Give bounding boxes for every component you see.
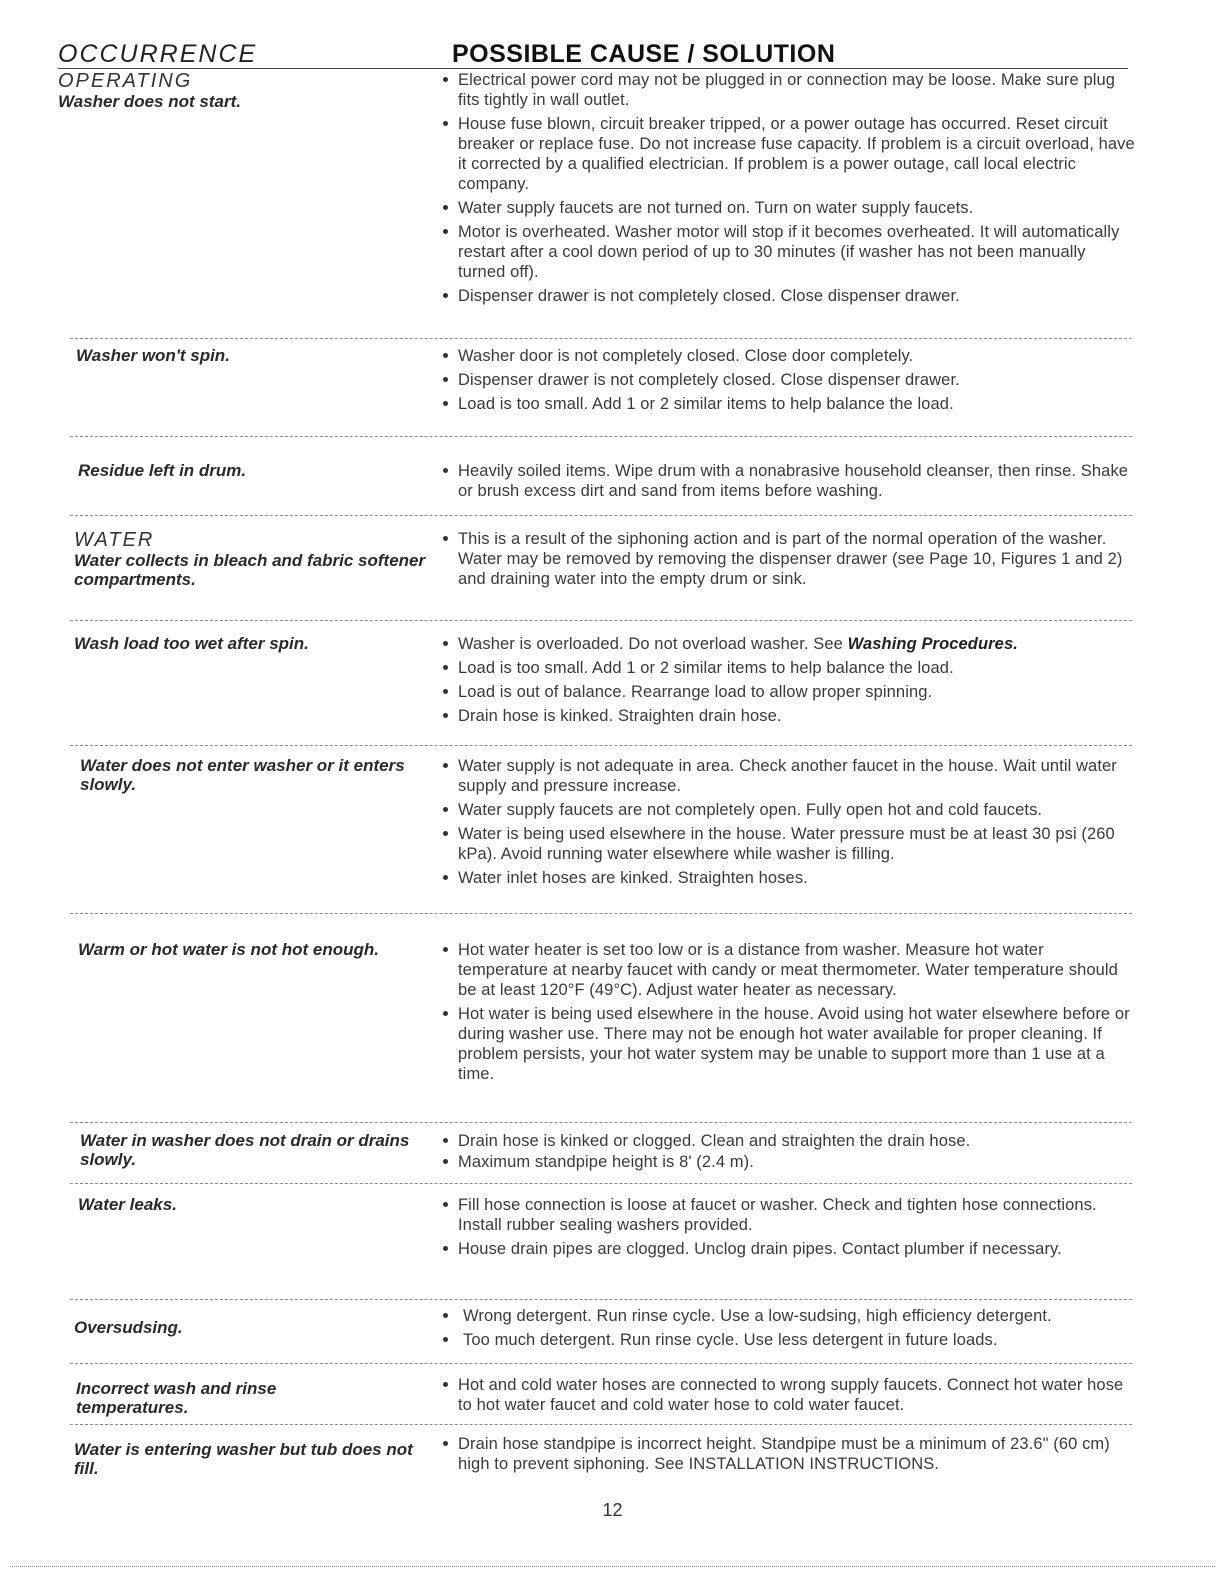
washing-procedures-reference: Washing Procedures.: [847, 635, 1018, 653]
cause-list: [443, 1434, 1136, 1478]
list-item: Load is too small. Add 1 or 2 similar items to help balance the load.: [443, 658, 1136, 678]
occurrence-text: Warm or hot water is not hot enough.: [78, 940, 379, 959]
occurrence-cell: [58, 1195, 443, 1214]
header-rule: [58, 68, 1128, 69]
section-heading-water: WATER: [74, 529, 155, 551]
cause-list: [443, 1306, 1136, 1354]
row-divider: [70, 1424, 1132, 1425]
occurrence-cell: [58, 70, 423, 111]
occurrence-text: Residue left in drum.: [78, 461, 247, 480]
list-item: Fill hose connection is loose at faucet or washer. Check and tighten hose connections. Install rubber sealing washers provided.: [443, 1195, 1136, 1235]
occurrence-text: Wash load too wet after spin.: [74, 634, 309, 653]
row-divider: [70, 1122, 1132, 1123]
list-item: Electrical power cord may not be plugged in or connection may be loose. Make sure plug fits tightly in wall outlet.: [443, 70, 1136, 110]
list-item: Washer is overloaded. Do not overload washer. See Washing Procedures.: [443, 634, 1136, 654]
bullet-icon: [443, 665, 448, 670]
list-item: Dispenser drawer is not completely closed. Close dispenser drawer.: [443, 286, 1136, 306]
bullet-icon: [443, 121, 448, 126]
row-divider: [70, 1183, 1132, 1184]
cause-list: [443, 756, 1136, 892]
occurrence-text: Incorrect wash and rinse temperatures.: [76, 1379, 277, 1417]
row-divider: [70, 745, 1132, 746]
list-item: Maximum standpipe height is 8' (2.4 m).: [443, 1152, 1136, 1172]
bullet-icon: [443, 377, 448, 382]
bullet-icon: [443, 875, 448, 880]
occurrence-cell: [58, 634, 439, 653]
bullet-icon: [443, 689, 448, 694]
bullet-icon: [443, 641, 448, 646]
cause-list: [443, 1131, 1136, 1176]
list-item: This is a result of the siphoning action and is part of the normal operation of the washer. Water may be removed by removing the dispenser drawer (see Page 10, Figures 1 and 2) and draining water into the empty drum or sink.: [443, 529, 1136, 589]
bullet-icon: [443, 536, 448, 541]
bullet-icon: [443, 229, 448, 234]
occurrence-cell: [58, 756, 445, 794]
occurrence-header: OCCURRENCE: [58, 40, 258, 68]
cause-list: [443, 1375, 1136, 1419]
bullet-icon: [443, 1202, 448, 1207]
occurrence-cell: [58, 940, 448, 959]
occurrence-text: Washer does not start.: [58, 92, 241, 111]
cause-list: [443, 1195, 1136, 1263]
bullet-icon: [443, 353, 448, 358]
bullet-icon: [443, 293, 448, 298]
occurrence-cell: [58, 1379, 441, 1417]
list-item: Drain hose is kinked. Straighten drain hose.: [443, 706, 1136, 726]
bullet-icon: [443, 468, 448, 473]
row-divider: [70, 1363, 1132, 1364]
cause-list: [443, 70, 1136, 310]
bullet-icon: [443, 1313, 448, 1318]
occurrence-cell: [58, 461, 443, 480]
bullet-icon: [443, 763, 448, 768]
list-item: Drain hose is kinked or clogged. Clean and straighten the drain hose.: [443, 1131, 1136, 1151]
list-item: Water supply faucets are not turned on. Turn on water supply faucets.: [443, 198, 1136, 218]
cause-solution-header: POSSIBLE CAUSE / SOLUTION: [452, 40, 836, 68]
bullet-icon: [443, 1138, 448, 1143]
occurrence-text: Water collects in bleach and fabric softener compartments.: [74, 551, 426, 589]
bullet-icon: [443, 1159, 448, 1164]
cause-list: [443, 346, 1136, 418]
row-divider: [70, 436, 1132, 437]
bullet-icon: [443, 77, 448, 82]
list-item: Dispenser drawer is not completely closed. Close dispenser drawer.: [443, 370, 1136, 390]
row-divider: [70, 620, 1132, 621]
bullet-icon: [443, 1382, 448, 1387]
list-item: Wrong detergent. Run rinse cycle. Use a low-sudsing, high efficiency detergent.: [443, 1306, 1136, 1326]
cause-list: [443, 529, 1136, 593]
cause-list: [443, 940, 1136, 1088]
list-item: Motor is overheated. Washer motor will stop if it becomes overheated. It will automatically restart after a cool down period of up to 30 minutes (if washer has not been manually turned off).: [443, 222, 1136, 282]
bottom-rule: [10, 1566, 1215, 1567]
list-item: Load is too small. Add 1 or 2 similar items to help balance the load.: [443, 394, 1136, 414]
list-item: Hot water heater is set too low or is a distance from washer. Measure hot water temperature at nearby faucet with candy or meat thermometer. Water temperature should be at least 120°F (49°C). Adjust water heater as necessary.: [443, 940, 1136, 1000]
bullet-icon: [443, 401, 448, 406]
list-item: Drain hose standpipe is incorrect height. Standpipe must be a minimum of 23.6" (60 cm) high to prevent siphoning. See INSTALLATION INSTRUCTIONS.: [443, 1434, 1136, 1474]
bullet-icon: [443, 713, 448, 718]
bullet-icon: [443, 1337, 448, 1342]
bullet-icon: [443, 947, 448, 952]
occurrence-cell: [58, 346, 441, 365]
row-divider: [70, 515, 1132, 516]
bullet-icon: [443, 831, 448, 836]
list-item: Too much detergent. Run rinse cycle. Use less detergent in future loads.: [443, 1330, 1136, 1350]
occurrence-cell: [58, 1318, 439, 1337]
page-number: 12: [602, 1500, 623, 1520]
cause-list: [443, 461, 1136, 505]
list-item: Water supply is not adequate in area. Check another faucet in the house. Wait until water supply and pressure increase.: [443, 756, 1136, 796]
occurrence-text: Water is entering washer but tub does not fill.: [74, 1440, 413, 1478]
cause-list: [443, 634, 1136, 730]
list-item: Water supply faucets are not completely open. Fully open hot and cold faucets.: [443, 800, 1136, 820]
list-item: House fuse blown, circuit breaker tripped, or a power outage has occurred. Reset circuit breaker or replace fuse. Do not increase fuse capacity. If problem is a circuit overload, have it corrected by a qualified electrician. If problem is a power outage, call local electric company.: [443, 114, 1136, 194]
row-divider: [70, 338, 1132, 339]
list-item: Hot and cold water hoses are connected to wrong supply faucets. Connect hot water hose to hot water faucet and cold water hose to cold water faucet.: [443, 1375, 1136, 1415]
row-divider: [70, 1299, 1132, 1300]
bullet-icon: [443, 1011, 448, 1016]
bullet-icon: [443, 205, 448, 210]
occurrence-text: Water leaks.: [78, 1195, 177, 1214]
occurrence-cell: [58, 529, 439, 589]
list-item: Water is being used elsewhere in the house. Water pressure must be at least 30 psi (260 kPa). Avoid running water elsewhere while washer is filling.: [443, 824, 1136, 864]
list-item: Load is out of balance. Rearrange load to allow proper spinning.: [443, 682, 1136, 702]
bullet-icon: [443, 1246, 448, 1251]
list-item: Heavily soiled items. Wipe drum with a nonabrasive household cleanser, then rinse. Shake or brush excess dirt and sand from items before washing.: [443, 461, 1136, 501]
bullet-icon: [443, 1441, 448, 1446]
occurrence-cell: [58, 1131, 445, 1169]
section-heading-operating: OPERATING: [58, 70, 193, 92]
occurrence-cell: [58, 1440, 439, 1478]
list-item: House drain pipes are clogged. Unclog drain pipes. Contact plumber if necessary.: [443, 1239, 1136, 1259]
list-item: Washer door is not completely closed. Close door completely.: [443, 346, 1136, 366]
occurrence-text: Water in washer does not drain or drains slowly.: [80, 1131, 410, 1169]
list-item: Hot water is being used elsewhere in the house. Avoid using hot water elsewhere before or during washer use. There may not be enough hot water available for proper cleaning. If problem persists, your hot water system may be unable to support more than 1 use at a time.: [443, 1004, 1136, 1084]
occurrence-text: Oversudsing.: [74, 1318, 183, 1337]
bullet-icon: [443, 807, 448, 812]
row-divider: [70, 913, 1132, 914]
occurrence-text: Water does not enter washer or it enters slowly.: [80, 756, 405, 794]
list-item: Water inlet hoses are kinked. Straighten hoses.: [443, 868, 1136, 888]
occurrence-text: Washer won't spin.: [76, 346, 230, 365]
